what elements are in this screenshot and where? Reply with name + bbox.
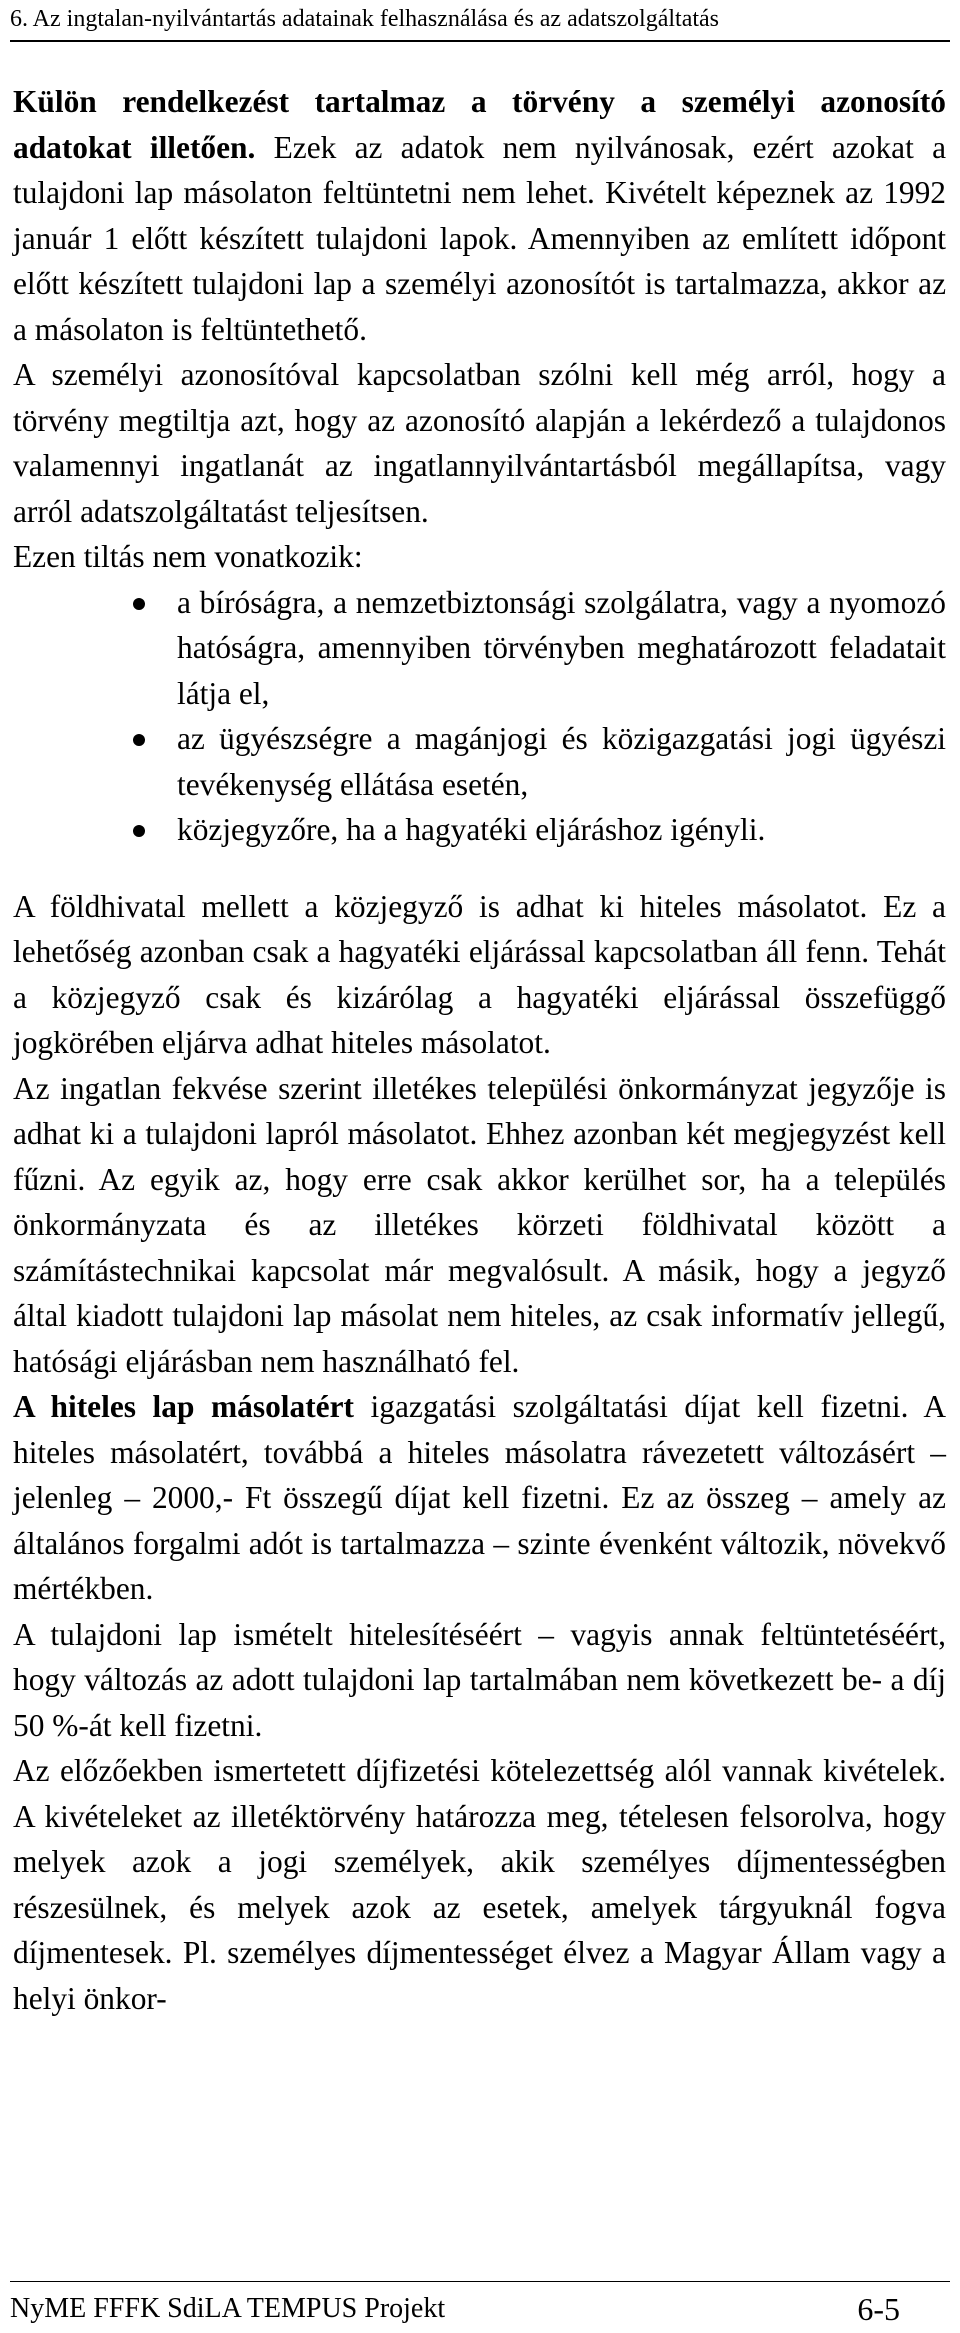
paragraph-exceptions-intro: Ezen tiltás nem vonatkozik: [13,539,363,574]
bullet-icon [133,598,145,610]
running-header: 6. Az ingtalan-nyilvántartás adatainak felhasználása és az adatszolgáltatás [10,6,720,32]
paragraph-municipal-notary: Az ingatlan fekvése szerint illetékes települési önkormányzat jegyzője is adhat ki a tulajdoni lapról másolatot. Ehhez azonban két megjegyzést kell fűzni. Az egyik az, hogy erre csak akkor kerülhet sor, ha a település önkormányzata és az illetékes körzeti földhivatal között a számítástechnikai kapcsolat már megvalósult. A másik, hogy a jegyző által kiadott tulajdoni lap másolat nem hiteles, az csak informatív jellegű, hatósági eljárásban nem használható fel. [13,1070,946,1379]
document-body [13,79,946,2021]
bullet-icon [133,825,145,837]
paragraph-notary-copy: A földhivatal mellett a közjegyző is adhat ki hiteles másolatot. Ez a lehetőség azonban csak a hagyatéki eljárással kapcsolatban áll fenn. Tehát a közjegyző csak és kizárólag a hagyatéki eljárással összefüggő jogkörében eljárva adhat hiteles másolatot. [13,888,946,1060]
header-divider [10,40,950,42]
exceptions-list [13,580,946,853]
footer-divider [10,2281,950,2282]
paragraph-personal-id-text: Ezek az adatok nem nyilvánosak, ezért azokat a tulajdoni lap másolaton feltüntetni nem lehet. Kivételt képeznek az 1992 január 1 előtt készített tulajdoni lapok. Amennyiben az említett időpont előtt készített tulajdoni lap a személyi azonosítót is tartalmazza, akkor az a másolaton is feltüntethető. [13,129,946,347]
footer-project-name: NyME FFFK SdiLA TEMPUS Projekt [10,2293,446,2324]
list-item-text: közjegyzőre, ha a hagyatéki eljáráshoz igényli. [177,812,766,847]
list-item-text: a bíróságra, a nemzetbiztonsági szolgálatra, vagy a nyomozó hatóságra, amennyiben törvényben meghatározott feladatait látja el, [177,584,946,711]
paragraph-personal-id [13,79,946,352]
paragraph-query-prohibition: A személyi azonosítóval kapcsolatban szólni kell még arról, hogy a törvény megtiltja azt, hogy az azonosító alapján a lekérdező a tulajdonos valamennyi ingatlanát az ingatlannyilvántartásból megállapítsa, vagy arról adatszolgáltatást teljesítsen. [13,357,946,529]
paragraph-recertification-fee: A tulajdoni lap ismételt hitelesítéséért – vagyis annak feltüntetéséért, hogy változás az adott tulajdoni lap tartalmában nem következett be- a díj 50 %-át kell fizetni. [13,1616,946,1743]
page-number: 6-5 [857,2291,900,2327]
list-item [177,580,946,717]
list-item-text: az ügyészségre a magánjogi és közigazgatási jogi ügyészi tevékenység ellátása esetén, [177,721,946,802]
list-item [177,807,946,853]
paragraph-copy-fee-text: igazgatási szolgáltatási díjat kell fizetni. A hiteles másolatért, továbbá a hiteles másolatra rávezetett változásért – jelenleg – 2000,- Ft összegű díjat kell fizetni. Ez az összeg – amely az általános forgalmi adót is tartalmazza – szinte évenként változik, növekvő mértékben. [13,1389,946,1606]
page-footer [10,2292,950,2326]
paragraph-copy-fee-bold: A hiteles lap másolatért [13,1389,354,1424]
bullet-icon [133,734,145,746]
paragraph-personal-id-bold: Külön rendelkezést tartalmaz a törvény a személyi azonosító adatokat illetően. [13,84,946,165]
paragraph-copy-fee [13,1384,946,1612]
list-item [177,716,946,807]
paragraph-fee-exemptions: Az előzőekben ismertetett díjfizetési kötelezettség alól vannak kivételek. A kivételeket az illetéktörvény határozza meg, tételesen felsorolva, hogy melyek azok a jogi személyek, akik személyes díjmentességben részesülnek, és melyek azok az esetek, amelyek tárgyuknál fogva díjmentesek. Pl. személyes díjmentességet élvez a Magyar Állam vagy a helyi önkor- [13,1753,946,2016]
